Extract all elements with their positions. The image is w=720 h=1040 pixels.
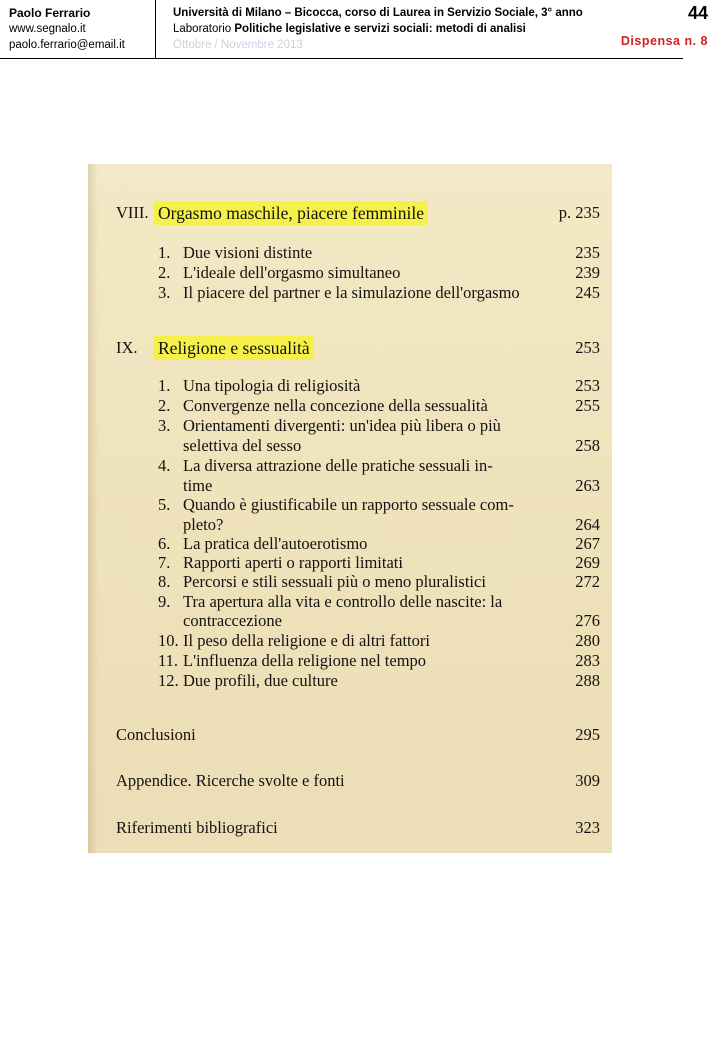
item-number: 3.	[158, 283, 171, 302]
item-page: 245	[575, 283, 600, 302]
item-text: Orientamenti divergenti: un'idea più libera o più	[183, 416, 501, 435]
item-number: 6.	[158, 534, 171, 553]
item-text: Quando è giustificabile un rapporto sessuale com-	[183, 495, 514, 514]
author-email[interactable]: paolo.ferrario@email.it	[9, 39, 125, 51]
page-number: 44	[688, 3, 709, 23]
lab-line	[173, 21, 583, 37]
chapter-number: IX.	[116, 338, 138, 357]
author-name: Paolo Ferrario	[9, 6, 91, 20]
item-page: 276	[575, 611, 600, 630]
item-page: 283	[575, 651, 600, 670]
header-divider-horizontal	[0, 58, 683, 59]
item-text: time	[183, 476, 213, 495]
item-page: 258	[575, 436, 600, 455]
lab-title: Politiche legislative e servizi sociali: metodi di analisi	[234, 23, 526, 35]
item-page: 253	[575, 376, 600, 395]
item-text: L'ideale dell'orgasmo simultaneo	[183, 263, 401, 282]
item-text: Convergenze nella concezione della sessualità	[183, 396, 488, 415]
item-page: 272	[575, 572, 600, 591]
item-text: Due visioni distinte	[183, 243, 313, 262]
item-page: 239	[575, 263, 600, 282]
item-number: 12.	[158, 671, 179, 690]
entry-text: Appendice. Ricerche svolte e fonti	[116, 771, 345, 790]
item-page: 267	[575, 534, 600, 553]
author-block	[9, 5, 125, 53]
item-number: 11.	[158, 651, 179, 670]
item-number: 2.	[158, 396, 171, 415]
course-block	[173, 5, 583, 53]
dispensa-label: Dispensa n. 8	[620, 34, 708, 48]
item-number: 2.	[158, 263, 171, 282]
item-number: 1.	[158, 376, 171, 395]
item-number: 5.	[158, 495, 171, 514]
chapter-page: p. 235	[558, 203, 600, 222]
chapter-title: Orgasmo maschile, piacere femminile	[154, 201, 428, 225]
item-text: Una tipologia di religiosità	[183, 376, 361, 395]
author-website[interactable]: www.segnalo.it	[9, 23, 86, 35]
lab-prefix: Laboratorio	[173, 23, 235, 35]
page-header	[0, 0, 720, 60]
item-page: 264	[575, 515, 600, 534]
item-number: 9.	[158, 592, 171, 611]
header-divider-vertical	[155, 0, 156, 58]
entry-text: Riferimenti bibliografici	[116, 818, 278, 837]
item-text: Due profili, due culture	[183, 671, 338, 690]
item-text: Percorsi e stili sessuali più o meno pluralistici	[183, 572, 486, 591]
item-text: La pratica dell'autoerotismo	[183, 534, 368, 553]
period-line: Ottobre / Novembre 2013	[173, 39, 303, 51]
item-text: pleto?	[183, 515, 224, 534]
item-text: selettiva del sesso	[183, 436, 302, 455]
chapter-title: Religione e sessualità	[154, 336, 314, 360]
entry-page: 323	[575, 818, 600, 837]
chapter-number: VIII.	[116, 203, 149, 222]
chapter-page: 253	[575, 338, 600, 357]
item-number: 3.	[158, 416, 171, 435]
entry-text: Conclusioni	[116, 725, 196, 744]
item-text: L'influenza della religione nel tempo	[183, 651, 427, 670]
item-number: 7.	[158, 553, 171, 572]
item-text: Il piacere del partner e la simulazione dell'orgasmo	[183, 283, 520, 302]
item-page: 269	[575, 553, 600, 572]
item-text: Rapporti aperti o rapporti limitati	[183, 553, 403, 572]
scanned-toc-page	[88, 164, 612, 853]
item-page: 235	[575, 243, 600, 262]
course-line: Università di Milano – Bicocca, corso di Laurea in Servizio Sociale, 3° anno	[173, 7, 583, 19]
entry-page: 309	[575, 771, 600, 790]
item-page: 255	[575, 396, 600, 415]
item-text: Il peso della religione e di altri fattori	[183, 631, 430, 650]
item-number: 1.	[158, 243, 171, 262]
item-number: 8.	[158, 572, 171, 591]
item-number: 10.	[158, 631, 179, 650]
item-number: 4.	[158, 456, 171, 475]
item-page: 263	[575, 476, 600, 495]
item-page: 288	[575, 671, 600, 690]
entry-page: 295	[575, 725, 600, 744]
item-text: La diversa attrazione delle pratiche sessuali in-	[183, 456, 493, 475]
item-text: Tra apertura alla vita e controllo delle nascite: la	[183, 592, 503, 611]
item-page: 280	[575, 631, 600, 650]
item-text: contraccezione	[183, 611, 282, 630]
